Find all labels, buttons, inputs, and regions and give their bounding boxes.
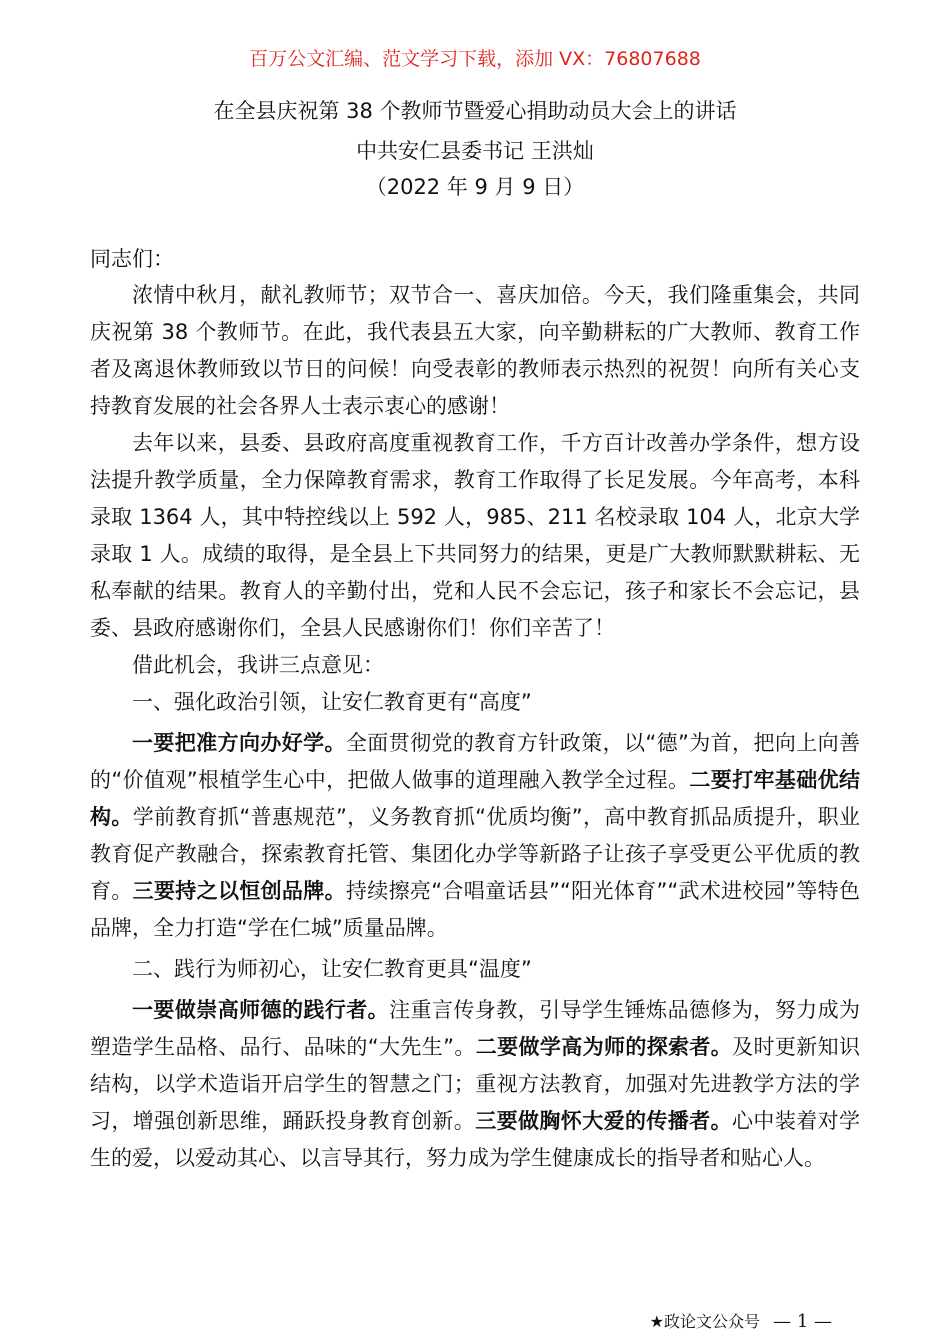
speech-body bbox=[90, 277, 860, 1177]
point-1-2-bold: 二要打牢基础优结构。 bbox=[90, 768, 860, 829]
point-1-3-text: 持续擦亮“合唱童话县”“阳光体育”“武术进校园”等特色品牌，全力打造“学在仁城”质量品牌。 bbox=[90, 879, 861, 940]
point-1-1-text: 全面贯彻党的教育方针政策，以“德”为首，把向上向善的“价值观”根植学生心中，把做人做事的道理融入教学全过程。 bbox=[90, 731, 861, 792]
section-heading-1: 一、强化政治引领，让安仁教育更有“高度” bbox=[132, 690, 532, 714]
footer-source: ★政论文公众号 bbox=[649, 1312, 760, 1331]
speech-author: 中共安仁县委书记 王洪灿 bbox=[356, 139, 594, 163]
watermark-banner: 百万公文汇编、范文学习下载，添加 VX：76807688 bbox=[249, 48, 701, 70]
point-2-3-bold: 三要做胸怀大爱的传播者。 bbox=[475, 1109, 733, 1133]
paragraph-section-2 bbox=[90, 992, 860, 1177]
paragraph-intro: 借此机会，我讲三点意见： bbox=[132, 653, 384, 677]
point-2-2-text: 及时更新知识结构，以学术造诣开启学生的智慧之门；重视方法教育，加强对先进教学方法的学习，增强创新思维，踊跃投身教育创新。 bbox=[90, 1035, 861, 1133]
page-number: — 1 — bbox=[773, 1311, 832, 1332]
point-1-2-text: 学前教育抓“普惠规范”，义务教育抓“优质均衡”，高中教育抓品质提升，职业教育促产教融合，探索教育托管、集团化办学等新路子让孩子享受更公平优质的教育。 bbox=[90, 805, 861, 903]
speech-title: 在全县庆祝第 38 个教师节暨爱心捐助动员大会上的讲话 bbox=[213, 99, 737, 123]
greeting: 同志们： bbox=[90, 247, 174, 271]
paragraph-opening: 浓情中秋月，献礼教师节；双节合一、喜庆加倍。今天，我们隆重集会，共同庆祝第 38 个教师节。在此，我代表县五大家，向辛勤耕耘的广大教师、教育工作者及离退休教师致以节日的问候！向受表彰的教师表示热烈的祝贺！向所有关心支持教育发展的社会各界人士表示衷心的感谢！ bbox=[90, 283, 860, 418]
point-2-1-text: 注重言传身教，引导学生锤炼品德修为，努力成为塑造学生品格、品行、品味的“大先生”。 bbox=[90, 998, 861, 1059]
point-2-2-bold: 二要做学高为师的探索者。 bbox=[475, 1035, 733, 1059]
paragraph-section-1 bbox=[90, 725, 860, 947]
page-footer bbox=[650, 1310, 832, 1334]
section-heading-2: 二、践行为师初心，让安仁教育更具“温度” bbox=[132, 957, 532, 981]
point-1-1-bold: 一要把准方向办好学。 bbox=[132, 731, 346, 755]
speech-date: （2022 年 9 月 9 日） bbox=[365, 175, 585, 199]
point-1-3-bold: 三要持之以恒创品牌。 bbox=[132, 879, 346, 903]
paragraph-achievements: 去年以来，县委、县政府高度重视教育工作，千方百计改善办学条件，想方设法提升教学质量，全力保障教育需求，教育工作取得了长足发展。今年高考，本科录取 1364 人，其中特控线以上 592 人，985、211 名校录取 104 人，北京大学录取 1 人。成绩的取得，是全县上下共同努力的结果，更是广大教师默默耕耘、无私奉献的结果。教育人的辛勤付出，党和人民不会忘记，孩子和家长不会忘记，县委、县政府感谢你们，全县人民感谢你们！你们辛苦了！ bbox=[90, 431, 860, 640]
point-2-3-text: 心中装着对学生的爱，以爱动其心、以言导其行，努力成为学生健康成长的指导者和贴心人。 bbox=[90, 1109, 861, 1170]
point-2-1-bold: 一要做崇高师德的践行者。 bbox=[132, 998, 390, 1022]
